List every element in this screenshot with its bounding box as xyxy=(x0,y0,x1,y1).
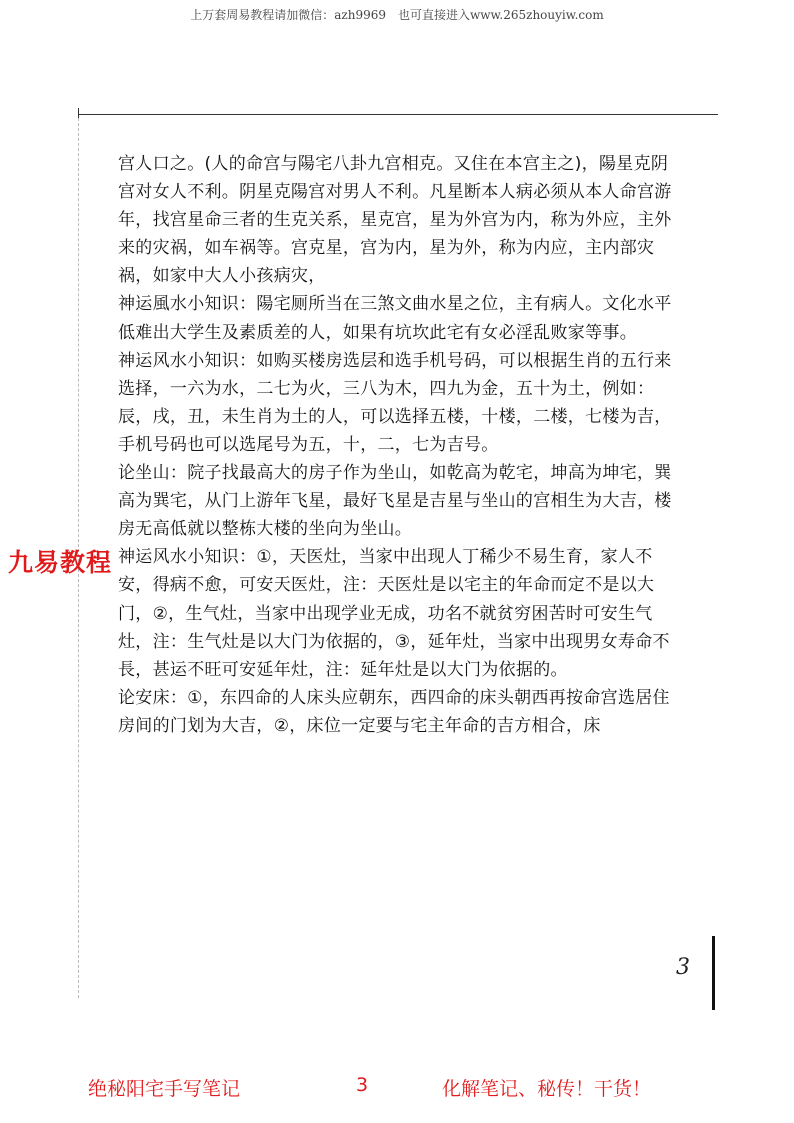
footer-tagline: 化解笔记、秘传！干货！ xyxy=(442,1078,652,1100)
note-paragraph: 神运风水小知识：如购买楼房选层和选手机号码，可以根据生肖的五行来选择，一六为水，二七为火，三八为木，四九为金，五十为土，例如：辰，戌，丑，未生肖为土的人，可以选择五楼，十楼，二楼，七楼为吉，手机号码也可以选尾号为五，十，二，七为吉号。 xyxy=(118,350,672,455)
footer xyxy=(0,1074,794,1104)
note-paragraph: 宫人口之。(人的命宫与陽宅八卦九宫相克。又住在本宫主之)，陽星克阴宫对女人不利。阴星克陽宫对男人不利。凡星断本人病必须从本人命宫游年，找宫星命三者的生克关系，星克宫，星为外宫为内，称为外应，主外来的灾祸，如车祸等。宫克星，宫为内，星为外，称为内应，主内部灾祸，如家中大人小孩病灾， xyxy=(118,154,672,287)
note-paragraph: 神运風水小知识：陽宅厕所当在三煞文曲水星之位，主有病人。文化水平低难出大学生及素质差的人，如果有坑坎此宅有女必淫乱败家等事。 xyxy=(118,294,672,343)
note-paragraph: 神运风水小知识：①，天医灶，当家中出现人丁稀少不易生育，家人不安，得病不愈，可安天医灶，注：天医灶是以宅主的年命而定不是以大门，②，生气灶，当家中出现学业无成，功名不就贫穷困苦时可安生气灶，注：生气灶是以大门为依据的，③，延年灶，当家中出现男女寿命不長，甚运不旺可安延年灶，注：延年灶是以大门为依据的。 xyxy=(118,547,670,680)
handwritten-page-number: 3 xyxy=(676,955,690,980)
watermark-logo: 九易教程 xyxy=(8,548,113,577)
note-paragraph: 论安床：①，东四命的人床头应朝东，西四命的床头朝西再按命宫选居住房间的门划为大吉，②，床位一定要与宅主年命的吉方相合，床 xyxy=(118,687,670,736)
top-banner: 上万套周易教程请加微信：azh9969 也可直接进入www.265zhouyiw.com xyxy=(190,8,604,22)
note-paragraph: 论坐山：院子找最高大的房子作为坐山，如乾高为乾宅，坤高为坤宅，巽高为巽宅，从门上游年飞星，最好飞星是吉星与坐山的宫相生为大吉，楼房无高低就以整栋大楼的坐向为坐山。 xyxy=(118,463,672,540)
header-rule xyxy=(78,114,718,115)
footer-title: 绝秘阳宅手写笔记 xyxy=(88,1078,241,1100)
handwritten-notes xyxy=(118,150,674,740)
footer-page-number: 3 xyxy=(356,1074,369,1096)
header-rule-tick xyxy=(78,108,79,118)
margin-bar xyxy=(712,936,715,1010)
